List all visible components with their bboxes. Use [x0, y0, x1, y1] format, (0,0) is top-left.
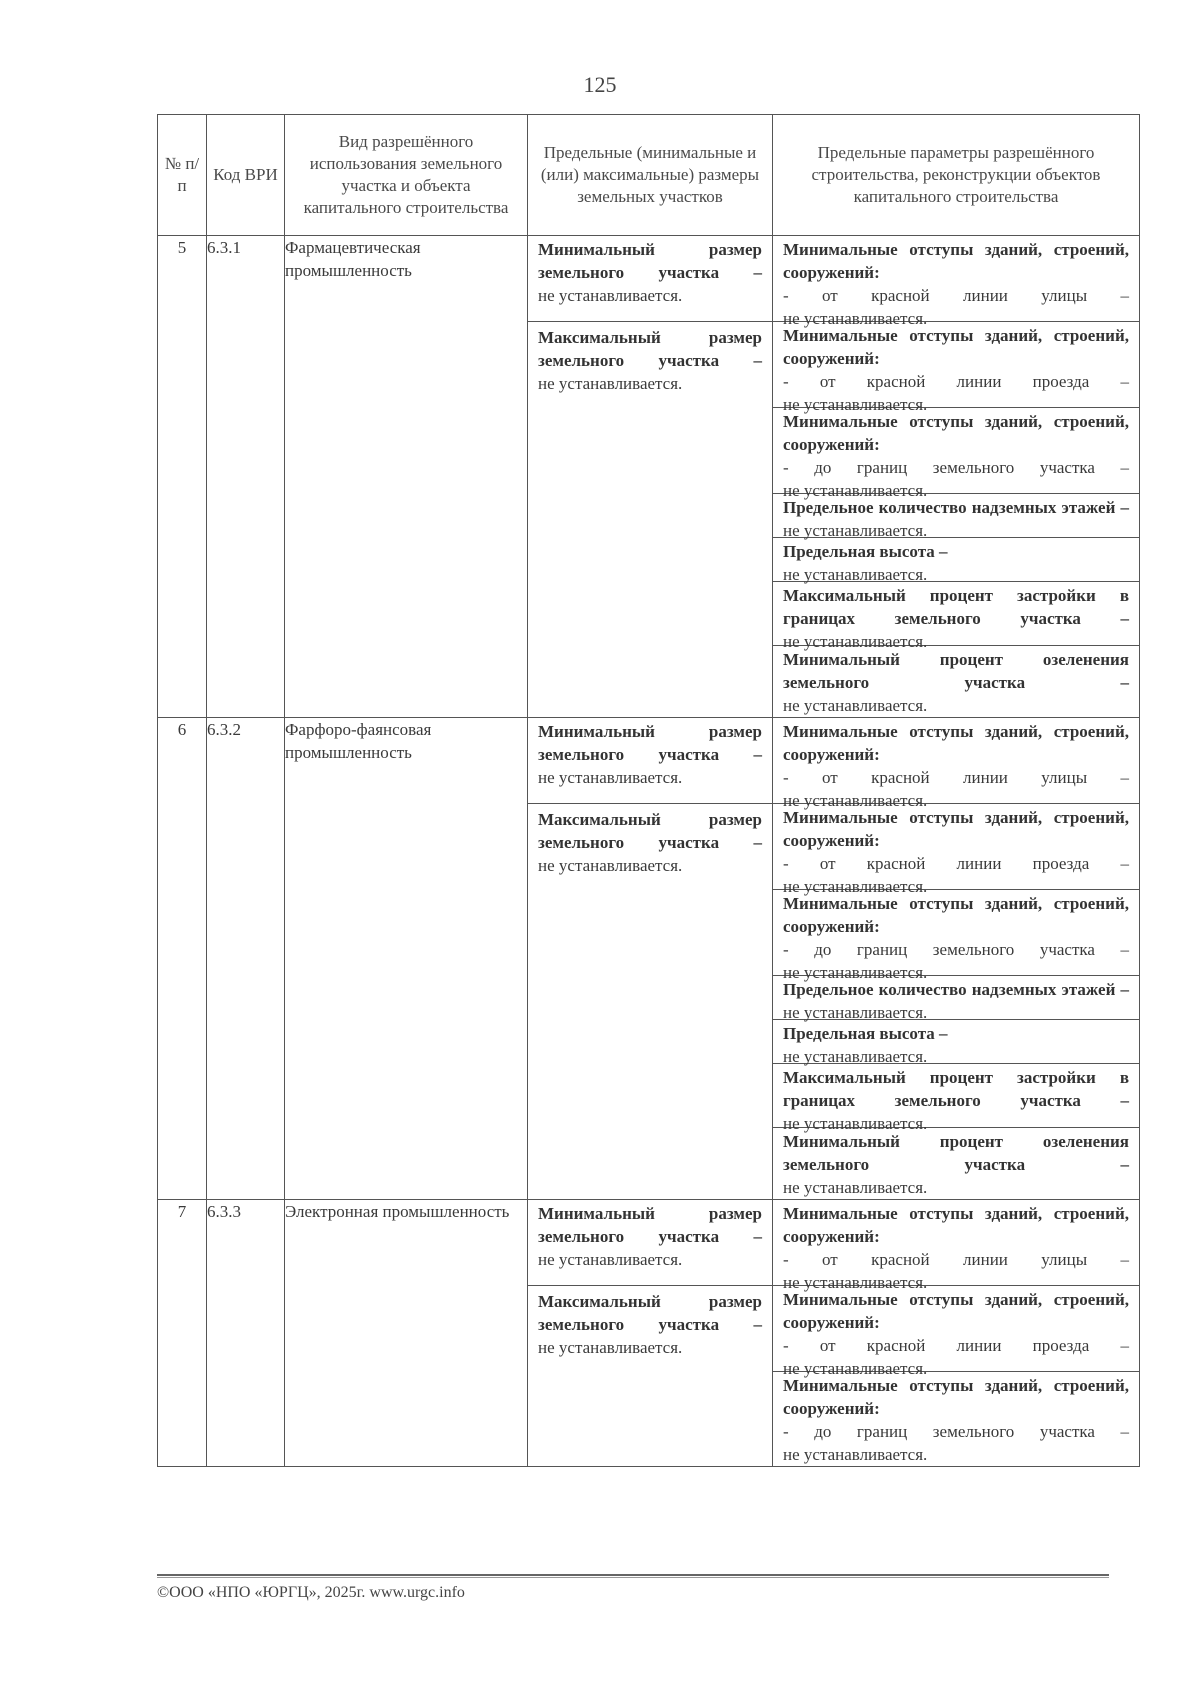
max-plot-size	[528, 804, 772, 877]
header-num: № п/п	[158, 115, 207, 236]
param-line: Минимальные отступы зданий, строений, сооружений:	[783, 326, 1129, 368]
param-line: не устанавливается.	[783, 1273, 928, 1292]
param-line: - от красной линии улицы –	[783, 286, 1129, 305]
param-line: не устанавливается.	[783, 963, 928, 982]
construction-params-cell	[773, 236, 1140, 718]
param-line: - до границ земельного участка –	[783, 458, 1129, 477]
param-line: - от красной линии проезда –	[783, 372, 1129, 391]
row-number: 6	[158, 718, 207, 1200]
param-line: Максимальный процент застройки в границах земельного участка –	[783, 586, 1129, 628]
min-plot-size	[528, 236, 772, 322]
max-plot-size	[528, 322, 772, 395]
param-max-coverage	[773, 1064, 1139, 1133]
max-plot-size	[528, 1286, 772, 1359]
param-line: не устанавливается.	[783, 1114, 928, 1133]
param-line: - до границ земельного участка –	[783, 940, 1129, 959]
min-plot-size-title: Минимальный размер земельного участка –	[538, 722, 762, 764]
land-plot-sizes-cell	[528, 236, 773, 718]
param-setback-street	[773, 236, 1139, 328]
land-plot-sizes-cell	[528, 1200, 773, 1467]
param-line: Минимальные отступы зданий, строений, сооружений:	[783, 240, 1129, 282]
max-plot-size-value: не устанавливается.	[538, 374, 683, 393]
param-line: Минимальные отступы зданий, строений, сооружений:	[783, 894, 1129, 936]
param-line: Минимальные отступы зданий, строений, сооружений:	[783, 1376, 1129, 1418]
param-line: не устанавливается.	[783, 481, 928, 500]
param-line: Предельная высота –	[783, 1024, 948, 1043]
min-plot-size	[528, 718, 772, 804]
min-plot-size-title: Минимальный размер земельного участка –	[538, 1204, 762, 1246]
param-line: не устанавливается.	[783, 632, 928, 651]
table-row	[158, 718, 1140, 1200]
param-line: не устанавливается.	[783, 1445, 928, 1464]
header-use: Вид разрешённого использования земельного участка и объекта капитального строительства	[285, 115, 528, 236]
param-line: не устанавливается.	[783, 791, 928, 810]
max-plot-size-title: Максимальный размер земельного участка –	[538, 810, 762, 852]
min-plot-size-value: не устанавливается.	[538, 768, 683, 787]
min-plot-size-title: Минимальный размер земельного участка –	[538, 240, 762, 282]
land-plot-sizes-cell	[528, 718, 773, 1200]
param-setback-driveway	[773, 1286, 1139, 1378]
param-line: не устанавливается.	[783, 696, 928, 715]
param-line: Минимальный процент озеленения земельного участка –	[783, 1132, 1129, 1174]
param-max-height	[773, 538, 1139, 582]
param-line: не устанавливается.	[783, 395, 928, 414]
use-type-name: Электронная промышленность	[285, 1200, 528, 1467]
param-setback-boundary	[773, 890, 1139, 982]
param-line: не устанавливается.	[783, 877, 928, 896]
construction-params-cell	[773, 1200, 1140, 1467]
min-plot-size-value: не устанавливается.	[538, 286, 683, 305]
min-plot-size	[528, 1200, 772, 1286]
param-line: Максимальный процент застройки в границах земельного участка –	[783, 1068, 1129, 1110]
vri-code: 6.3.1	[207, 236, 285, 718]
param-line: Предельное количество надземных этажей –	[783, 498, 1129, 517]
param-line: Предельная высота –	[783, 542, 948, 561]
footer-divider	[157, 1574, 1109, 1578]
min-plot-size-value: не устанавливается.	[538, 1250, 683, 1269]
param-setback-driveway	[773, 804, 1139, 896]
footer-copyright: ©ООО «НПО «ЮРГЦ», 2025г. www.urgc.info	[157, 1584, 465, 1601]
param-line: Минимальный процент озеленения земельного участка –	[783, 650, 1129, 692]
param-line: - до границ земельного участка –	[783, 1422, 1129, 1441]
param-line: - от красной линии проезда –	[783, 854, 1129, 873]
param-setback-driveway	[773, 322, 1139, 414]
row-number: 7	[158, 1200, 207, 1467]
param-line: Минимальные отступы зданий, строений, сооружений:	[783, 808, 1129, 850]
vri-code: 6.3.3	[207, 1200, 285, 1467]
table-row	[158, 1200, 1140, 1467]
param-line: Минимальные отступы зданий, строений, сооружений:	[783, 412, 1129, 454]
param-line: Минимальные отступы зданий, строений, сооружений:	[783, 1290, 1129, 1332]
param-max-floors	[773, 494, 1139, 538]
param-line: - от красной линии проезда –	[783, 1336, 1129, 1355]
param-max-coverage	[773, 582, 1139, 651]
max-plot-size-value: не устанавливается.	[538, 856, 683, 875]
param-setback-street	[773, 1200, 1139, 1292]
page-number: 125	[583, 72, 617, 97]
param-line: не устанавливается.	[783, 309, 928, 328]
param-min-greening	[773, 646, 1139, 717]
param-line: не устанавливается.	[783, 1359, 928, 1378]
param-line: Минимальные отступы зданий, строений, сооружений:	[783, 722, 1129, 764]
table-header-row	[158, 115, 1140, 236]
param-line: не устанавливается.	[783, 1178, 928, 1197]
header-params: Предельные параметры разрешённого строительства, реконструкции объектов капитального строительства	[773, 115, 1140, 236]
param-line: не устанавливается.	[783, 521, 928, 540]
param-line: не устанавливается.	[783, 1003, 928, 1022]
param-line: не устанавливается.	[783, 1047, 928, 1066]
max-plot-size-value: не устанавливается.	[538, 1338, 683, 1357]
header-sizes: Предельные (минимальные и (или) максимальные) размеры земельных участков	[528, 115, 773, 236]
use-type-name: Фарфоро-фаянсовая промышленность	[285, 718, 528, 1200]
param-setback-street	[773, 718, 1139, 810]
param-line: не устанавливается.	[783, 565, 928, 584]
construction-params-cell	[773, 718, 1140, 1200]
param-min-greening	[773, 1128, 1139, 1199]
vri-code: 6.3.2	[207, 718, 285, 1200]
param-line: Предельное количество надземных этажей –	[783, 980, 1129, 999]
row-number: 5	[158, 236, 207, 718]
param-setback-boundary	[773, 408, 1139, 500]
param-setback-boundary	[773, 1372, 1139, 1466]
param-max-floors	[773, 976, 1139, 1020]
header-code: Код ВРИ	[207, 115, 285, 236]
max-plot-size-title: Максимальный размер земельного участка –	[538, 1292, 762, 1334]
use-type-name: Фармацевтическая промышленность	[285, 236, 528, 718]
max-plot-size-title: Максимальный размер земельного участка –	[538, 328, 762, 370]
param-line: Минимальные отступы зданий, строений, сооружений:	[783, 1204, 1129, 1246]
param-max-height	[773, 1020, 1139, 1064]
param-line: - от красной линии улицы –	[783, 1250, 1129, 1269]
table-row	[158, 236, 1140, 718]
param-line: - от красной линии улицы –	[783, 768, 1129, 787]
zoning-parameters-table	[157, 114, 1140, 1467]
